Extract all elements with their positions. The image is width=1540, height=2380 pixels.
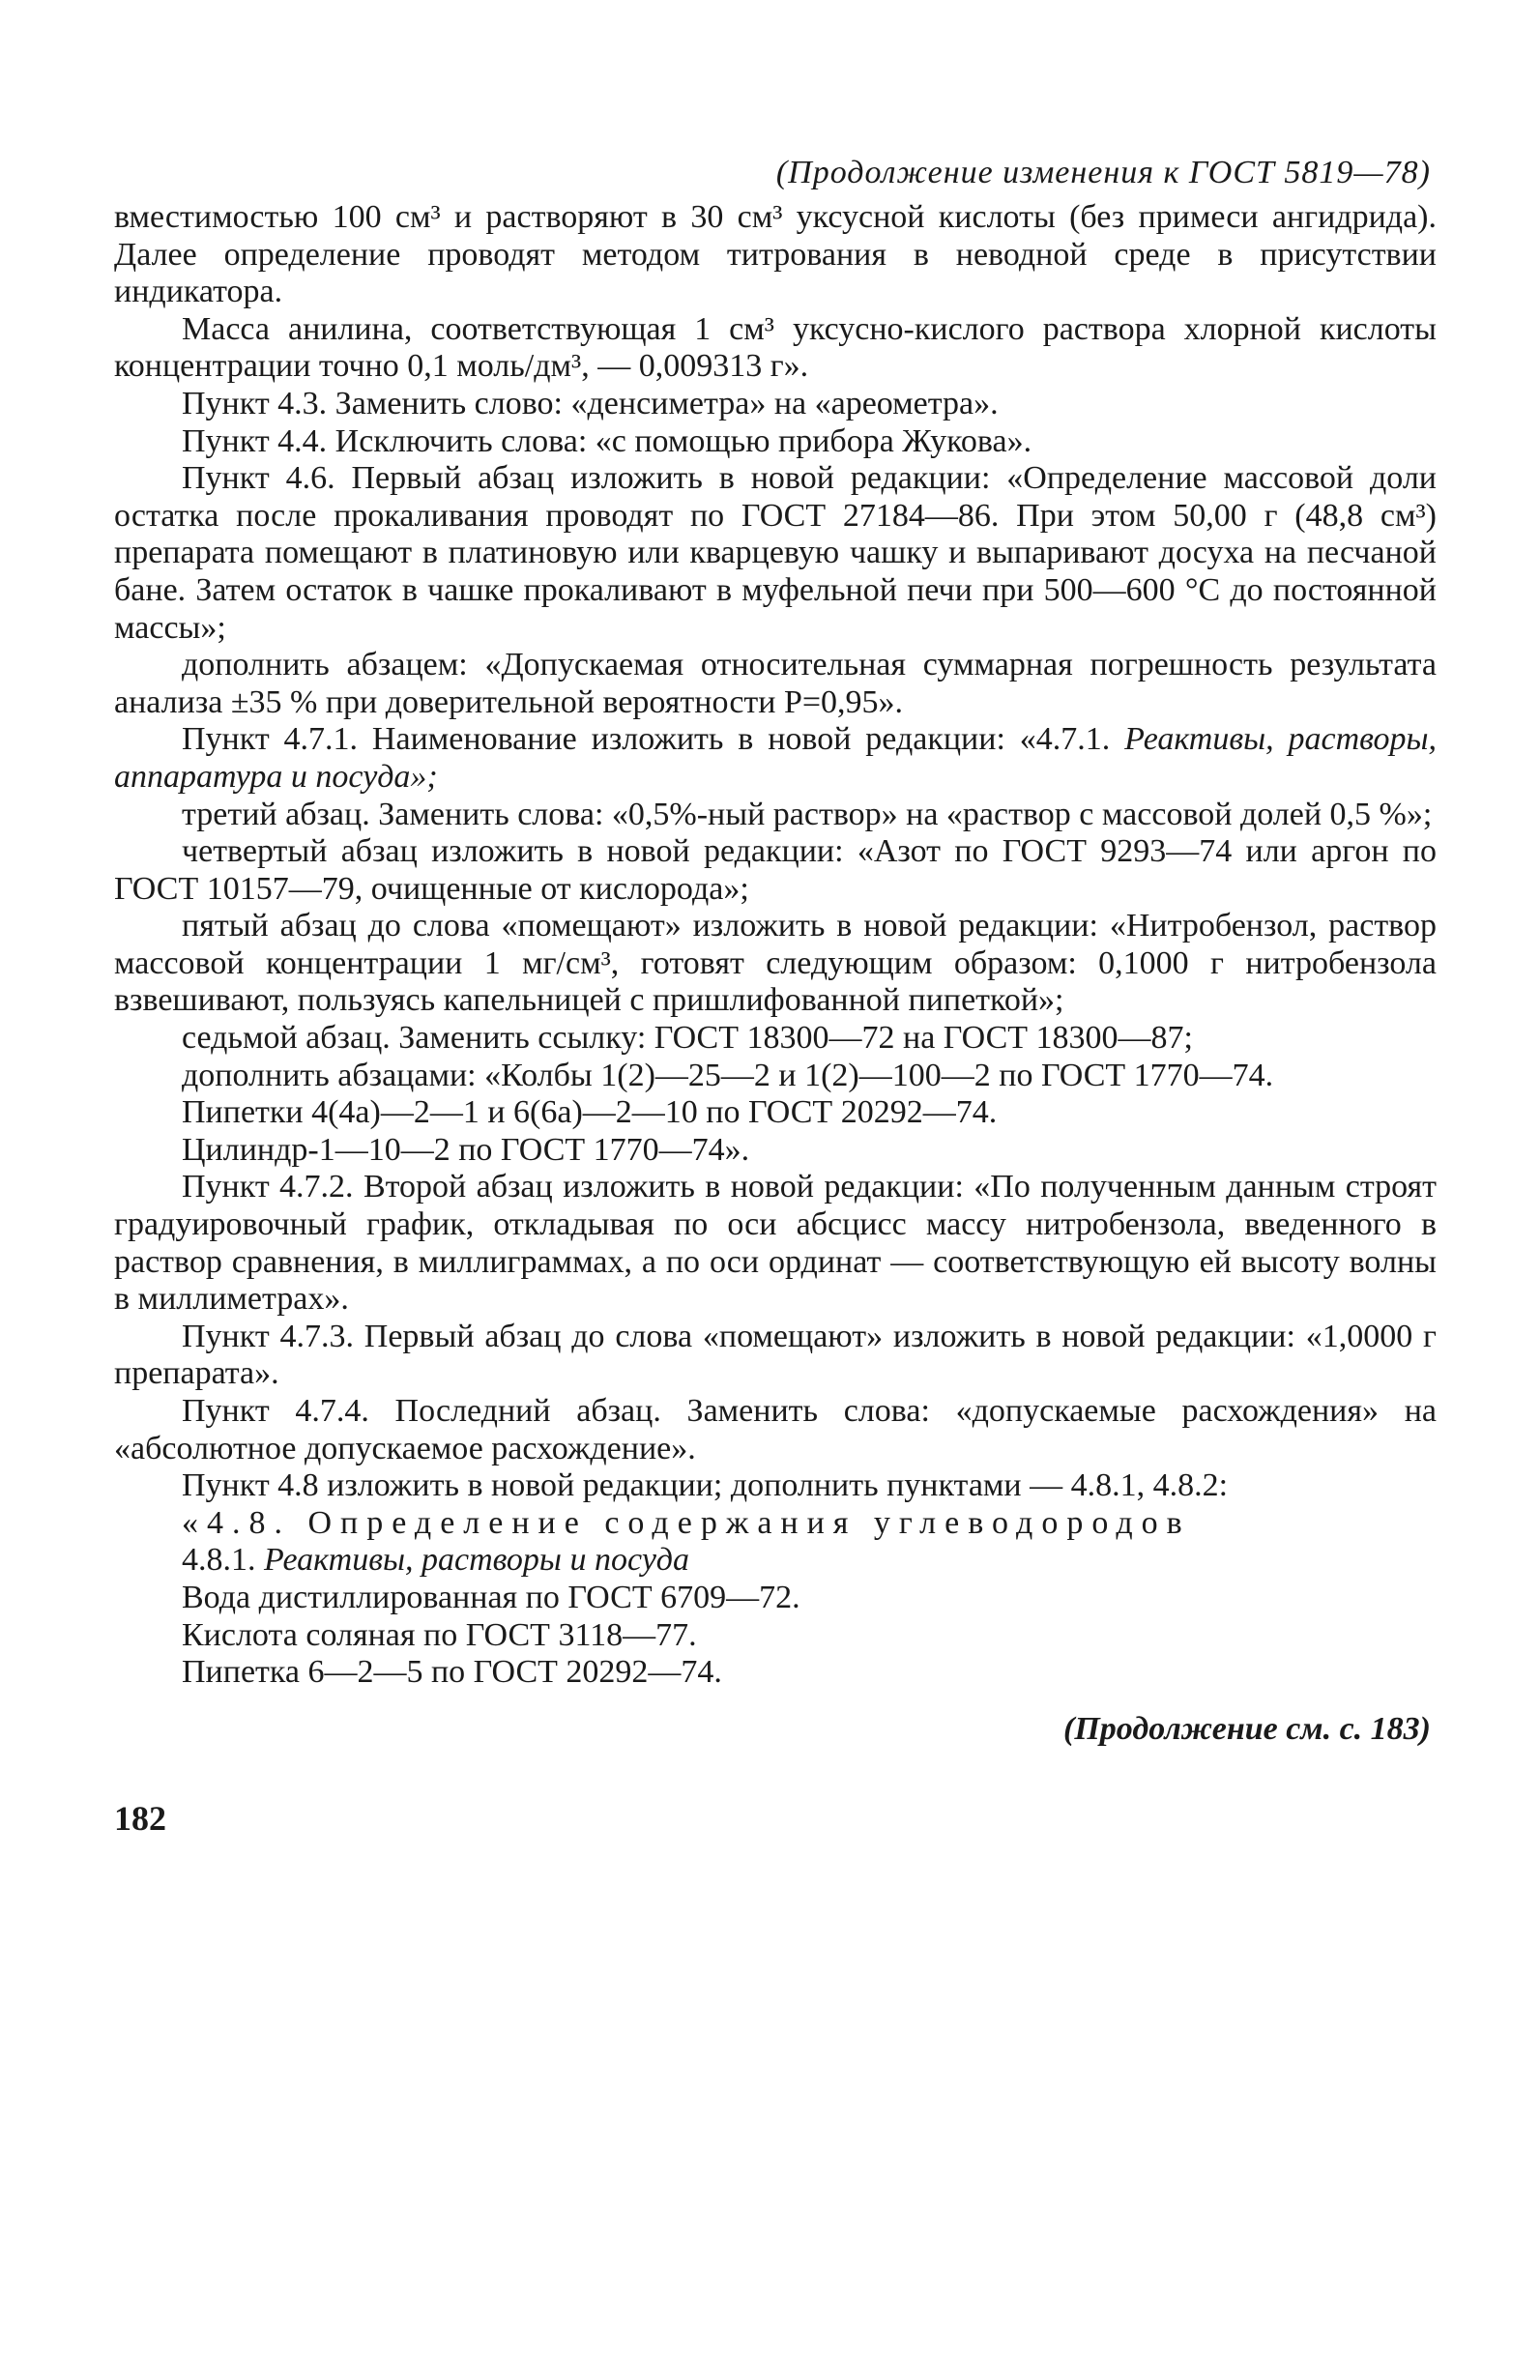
paragraph: четвертый абзац изложить в новой редакции: «Азот по ГОСТ 9293—74 или аргон по ГОСТ 10157—79, очищенные от кислорода»; [114,833,1437,907]
paragraph [114,1542,1437,1580]
section-heading: «4.8. Определение содержания углеводородов [182,1504,1191,1541]
running-header: (Продолжение изменения к ГОСТ 5819—78) [775,155,1431,190]
paragraph: Пункт 4.8 изложить в новой редакции; дополнить пунктами — 4.8.1, 4.8.2: [182,1467,1229,1504]
paragraph: третий абзац. Заменить слова: «0,5%-ный раствор» на «раствор с массовой долей 0,5 %»; [182,796,1433,832]
paragraph: Пункт 4.7.3. Первый абзац до слова «помещают» изложить в новой редакции: «1,0000 г препарата». [114,1318,1437,1392]
paragraph: Кислота соляная по ГОСТ 3118—77. [182,1616,697,1653]
paragraph: дополнить абзацами: «Колбы 1(2)—25—2 и 1(2)—100—2 по ГОСТ 1770—74. [182,1057,1274,1093]
paragraph: Пункт 4.7.2. Второй абзац изложить в новой редакции: «По полученным данным строят градуировочный график, откладывая по оси абсцисс массу нитробензола, введенного в раствор сравнения, в миллиграммах, а по оси ординат — соответствующую ей высоту волны в миллиметрах». [114,1169,1437,1318]
paragraph: Пункт 4.7.4. Последний абзац. Заменить слова: «допускаемые расхождения» на «абсолютное допускаемое расхождение». [114,1393,1437,1466]
document-page [114,155,1437,1839]
paragraph [114,721,1437,796]
paragraph: Пункт 4.6. Первый абзац изложить в новой редакции: «Определение массовой доли остатка после прокаливания проводят по ГОСТ 27184—86. При этом 50,00 г (48,8 см³) препарата помещают в платиновую или кварцевую чашку и выпаривают досуха на песчаной бане. Затем остаток в чашке прокаливают в муфельной печи при 500—600 °С до постоянной массы»; [114,460,1437,646]
paragraph: Вода дистиллированная по ГОСТ 6709—72. [182,1579,800,1615]
paragraph: вместимостью 100 см³ и растворяют в 30 см³ уксусной кислоты (без примеси ангидрида). Далее определение проводят методом титрования в неводной среде в присутствии индикатора. [114,199,1437,310]
paragraph: Пипетки 4(4а)—2—1 и 6(6а)—2—10 по ГОСТ 20292—74. [182,1094,998,1131]
italic-heading: Реактивы, растворы и посуда [264,1542,690,1579]
italic-heading: Реактивы, растворы, аппаратура и посуда»; [114,721,1437,795]
paragraph: Цилиндр-1—10—2 по ГОСТ 1770—74». [182,1131,750,1168]
document-body [114,199,1437,1692]
subsection-number: 4.8.1. [182,1542,256,1579]
paragraph-text: Пункт 4.7.1. Наименование изложить в новой редакции: «4.7.1. [182,721,1111,758]
paragraph: седьмой абзац. Заменить ссылку: ГОСТ 18300—72 на ГОСТ 18300—87; [182,1020,1193,1057]
paragraph: Пункт 4.3. Заменить слово: «денсиметра» на «ареометра». [182,385,999,421]
paragraph: дополнить абзацем: «Допускаемая относительная суммарная погрешность результата анализа ±35 % при доверительной вероятности P=0,95». [114,647,1437,720]
paragraph: Масса анилина, соответствующая 1 см³ уксусно-кислого раствора хлорной кислоты концентрации точно 0,1 моль/дм³, — 0,009313 г». [114,310,1437,385]
paragraph: Пипетка 6—2—5 по ГОСТ 20292—74. [182,1654,722,1691]
page-number: 182 [114,1798,166,1838]
continuation-note: (Продолжение см. с. 183) [1063,1710,1431,1747]
paragraph: пятый абзац до слова «помещают» изложить в новой редакции: «Нитробензол, раствор массовой концентрации 1 мг/см³, готовят следующим образом: 0,1000 г нитробензола взвешивают, пользуясь капельницей с пришлифованной пипеткой»; [114,908,1437,1019]
paragraph: Пункт 4.4. Исключить слова: «с помощью прибора Жукова». [182,422,1032,459]
